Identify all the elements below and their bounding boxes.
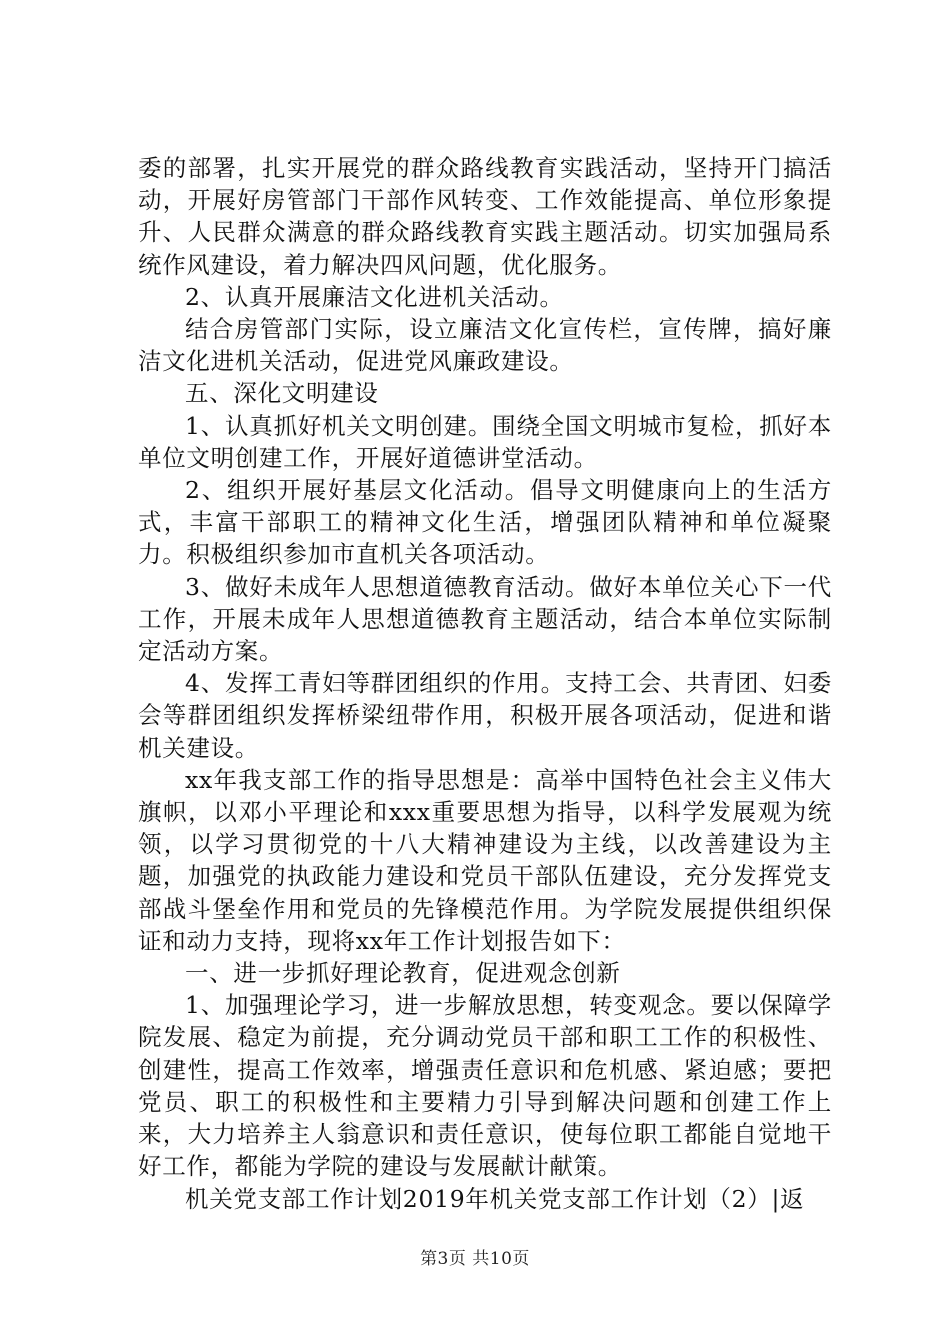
paragraph-item-2-culture-activities: 2、组织开展好基层文化活动。倡导文明健康向上的生活方式，丰富干部职工的精神文化生活，增强团队精神和单位凝聚力。积极组织参加市直机关各项活动。 [138, 476, 832, 569]
paragraph-theory-study: 1、加强理论学习，进一步解放思想，转变观念。要以保障学院发展、稳定为前提，充分调动党员干部和职工工作的积极性、创建性，提高工作效率，增强责任意识和危机感、紧迫感；要把党员、职工的积极性和主要精力引导到解决问题和创建工作上来，大力培养主人翁意识和责任意识，使每位职工都能自觉地干好工作，都能为学院的建设与发展献计献策。 [138, 991, 832, 1181]
paragraph-integrity-culture: 结合房管部门实际，设立廉洁文化宣传栏，宣传牌，搞好廉洁文化进机关活动，促进党风廉政建设。 [138, 315, 832, 376]
paragraph-title-line: 机关党支部工作计划2019年机关党支部工作计划（2）|返 [185, 1184, 805, 1213]
document-body [138, 152, 832, 1215]
paragraph-item-3-minors-education: 3、做好未成年人思想道德教育活动。做好本单位关心下一代工作，开展未成年人思想道德教育主题活动，结合本单位实际制定活动方案。 [138, 572, 832, 666]
paragraph-item-4-mass-organizations: 4、发挥工青妇等群团组织的作用。支持工会、共青团、妇委会等群团组织发挥桥梁纽带作用，积极开展各项活动，促进和谐机关建设。 [138, 669, 832, 762]
paragraph-item-1-civilization: 1、认真抓好机关文明创建。围绕全国文明城市复检，抓好本单位文明创建工作，开展好道德讲堂活动。 [138, 411, 832, 472]
paragraph-item-2-heading: 2、认真开展廉洁文化进机关活动。 [185, 282, 564, 311]
section-heading-civilization: 五、深化文明建设 [185, 379, 379, 408]
paragraph-continuation: 委的部署，扎实开展党的群众路线教育实践活动，坚持开门搞活动，开展好房管部门干部作风转变、工作效能提高、单位形象提升、人民群众满意的群众路线教育实践主题活动。切实加强局系统作风建设，着力解决四风问题，优化服务。 [138, 154, 832, 279]
page-footer: 第3页 共10页 [420, 1249, 530, 1269]
paragraph-guiding-ideology: xx年我支部工作的指导思想是：高举中国特色社会主义伟大旗帜，以邓小平理论和xxx重要思想为指导，以科学发展观为统领，以学习贯彻党的十八大精神建设为主线，以改善建设为主题，加强党的执政能力建设和党员干部队伍建设，充分发挥党支部战斗堡垒作用和党员的先锋模范作用。为学院发展提供组织保证和动力支持，现将xx年工作计划报告如下： [138, 765, 832, 955]
section-heading-theory-education: 一、进一步抓好理论教育，促进观念创新 [185, 959, 621, 988]
